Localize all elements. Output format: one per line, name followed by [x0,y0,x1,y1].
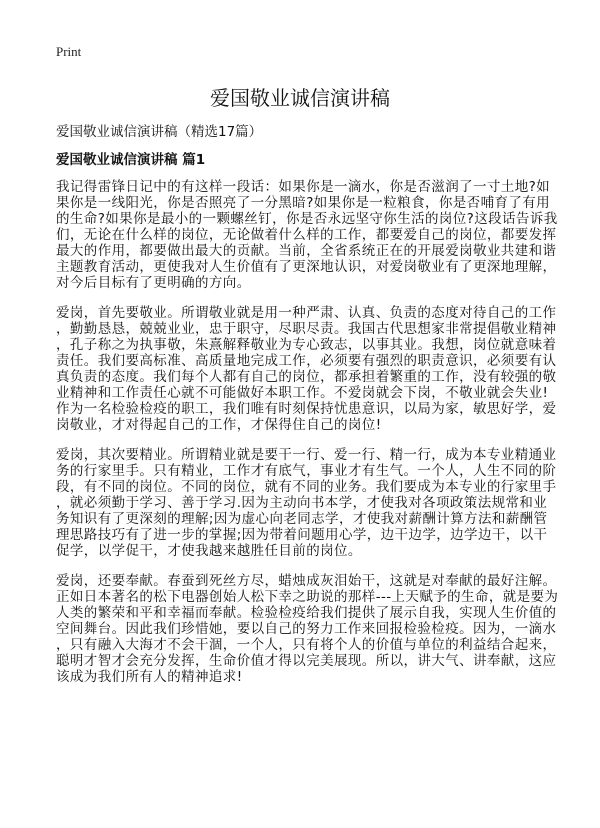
paragraph-line: 对今后目标有了更明确的方向。 [56,275,251,291]
paragraph-line: 岗敬业，才对得起自己的工作，才保得住自己的岗位! [56,417,382,433]
paragraph-line: 业精神和工作责任心就不可能做好本职工作。不爱岗就会下岗，不敬业就会失业! [56,385,549,401]
paragraph [56,573,576,685]
paragraph-line: ，只有融入大海才不会干涸，一个人，只有将个人的价值与单位的利益结合起来， [56,637,557,653]
paragraph-line: 理思路技巧有了进一步的掌握;因为带着问题用心学，边干边学，边学边干，以干 [56,527,548,543]
paragraph-line: 空间舞台。因此我们珍惜她，要以自己的努力工作来回报检验检疫。因为，一滴水 [56,621,557,637]
paragraph-line: 责任。我们要高标准、高质量地完成工作，必须要有强烈的职责意识，必须要有认 [56,353,557,369]
paragraph-line: 们，无论在什么样的岗位，无论做着什么样的工作，都要爱自己的岗位，都要发挥 [56,227,557,243]
paragraph-line: 的生命?如果你是最小的一颗螺丝钉，你是否永远坚守你生活的岗位?这段话告诉我 [56,211,558,227]
paragraph [56,305,576,433]
paragraph-line: 务知识有了更深刻的理解;因为虚心向老同志学，才使我对薪酬计算方法和薪酬管 [56,511,548,527]
paragraph-line: ，勤勤恳恳，兢兢业业，忠于职守，尽职尽责。我国古代思想家非常提倡敬业精神 [56,321,557,337]
paragraph-line: 聪明才智才会充分发挥，生命价值才得以完美展现。所以，讲大气、讲奉献，这应 [56,653,557,669]
paragraph-line: ，孔子称之为执事敬，朱熹解释敬业为专心致志，以事其业。我想，岗位就意味着 [56,337,557,353]
paragraph-line: 主题教育活动，更使我对人生价值有了更深地认识，对爱岗敬业有了更深地理解， [56,259,557,275]
paragraph-line: 该成为我们所有人的精神追求! [56,669,243,685]
paragraph-line: 人类的繁荣和平和幸福而奉献。检验检疫给我们提供了展示自我，实现人生价值的 [56,605,557,621]
paragraph-line: 爱岗，首先要敬业。所谓敬业就是用一种严肃、认真、负责的态度对待自己的工作 [56,305,557,321]
paragraph-line: 作为一名检验检疫的职工，我们唯有时刻保持忧患意识，以局为家，敏思好学，爱 [56,401,557,417]
paragraph-line: 爱岗，还要奉献。春蚕到死丝方尽，蜡烛成灰泪始干，这就是对奉献的最好注解。 [56,573,557,589]
paragraph-line: 最大的作用，都要做出最大的贡献。当前，全省系统正在的开展爱岗敬业共建和谐 [56,243,557,259]
document-subtitle: 爱国敬业诚信演讲稿（精选17篇） [56,124,263,140]
paragraph-line: ，就必须勤于学习、善于学习.因为主动向书本学，才使我对各项政策法规常和业 [56,495,548,511]
paragraph [56,447,576,559]
paragraph-line: 真负责的态度。我们每个人都有自己的岗位，都承担着繁重的工作，没有较强的敬 [56,369,557,385]
paragraph-line: 段，有不同的岗位。不同的岗位，就有不同的业务。我们要成为本专业的行家里手 [56,479,557,495]
paragraph-line: 果你是一线阳光，你是否照亮了一分黑暗?如果你是一粒粮食，你是否哺育了有用 [56,195,551,211]
paragraph-line: 我记得雷锋日记中的有这样一段话：如果你是一滴水，你是否滋润了一寸土地?如 [56,179,551,195]
paragraph-line: 正如日本著名的松下电器创始人松下幸之助说的那样---上天赋予的生命，就是要为 [56,589,559,605]
document-body [56,179,576,699]
paragraph [56,179,576,291]
print-link[interactable]: Print [56,44,82,59]
section-heading: 爱国敬业诚信演讲稿 篇1 [56,152,206,168]
document-title: 爱国敬业诚信演讲稿 [210,86,390,110]
paragraph-line: 务的行家里手。只有精业，工作才有底气，事业才有生气。一个人，人生不同的阶 [56,463,557,479]
paragraph-line: 爱岗，其次要精业。所谓精业就是要干一行、爱一行、精一行，成为本专业精通业 [56,447,557,463]
paragraph-line: 促学，以学促干，才使我越来越胜任目前的岗位。 [56,543,362,559]
